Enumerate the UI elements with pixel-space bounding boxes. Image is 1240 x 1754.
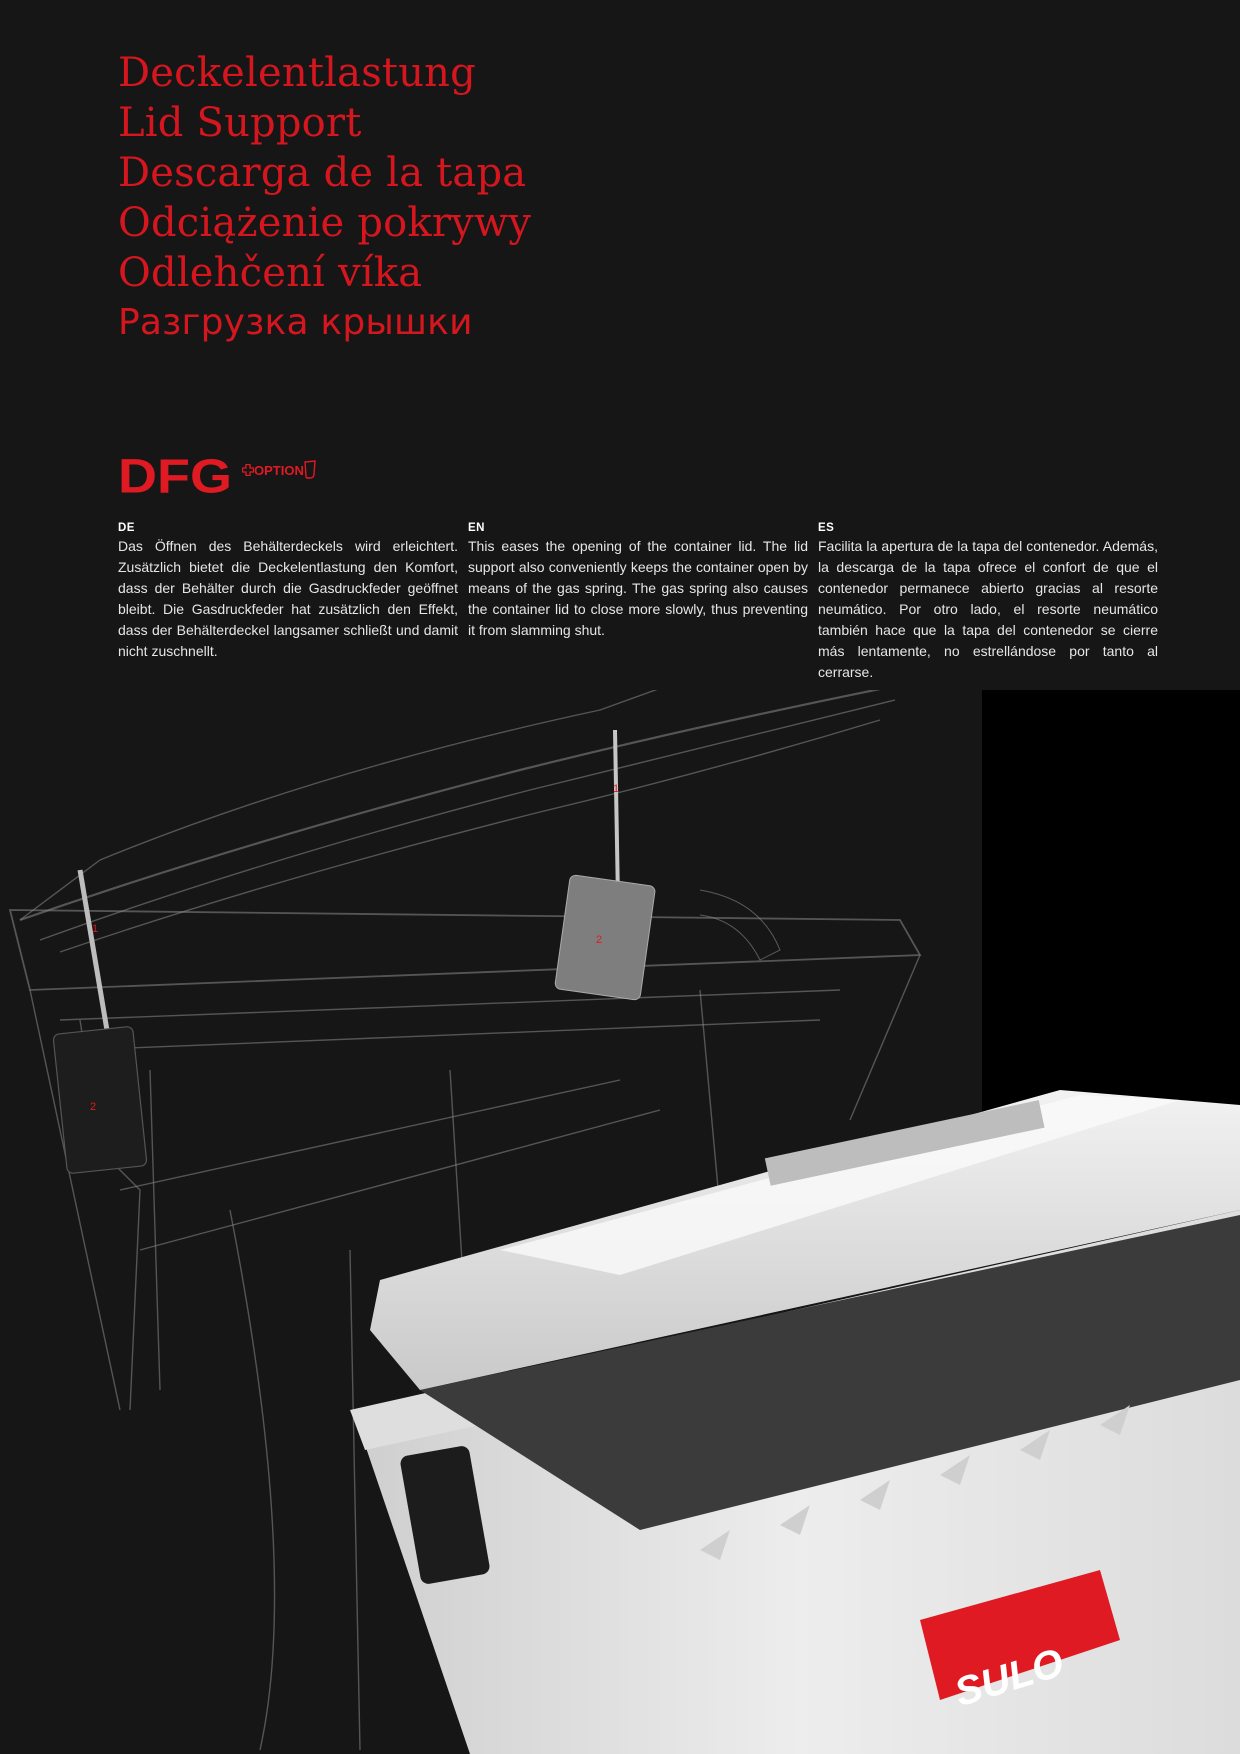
marker-1-right: 1 [613, 783, 620, 795]
gas-spring-left [53, 870, 147, 1174]
title-es: Descarga de la tapa [118, 150, 527, 196]
option-label: OPTION [254, 462, 304, 478]
white-container [350, 1090, 1240, 1754]
description-text: This eases the opening of the container lid. The lid support also conveniently keeps the container open by means of the gas spring. The gas spring also causes the container lid to close more slowly, thus preventing it from slamming shut. [468, 538, 808, 638]
product-code: DFG [118, 449, 232, 504]
language-label: EN [468, 522, 485, 534]
column-es [818, 520, 1158, 683]
column-en [468, 520, 808, 683]
marker-1-left: 1 [92, 923, 99, 935]
title-cz: Odlehčení víka [118, 250, 423, 296]
description-text: Facilita la apertura de la tapa del contenedor. Además, la descarga de la tapa ofrece el confort de que el contenedor permanece abierto gracias al resorte neumático. Por otro lado, el resorte neumático también hace que la tapa del contenedor se cierre más lentamente, no estrellándose por tanto al cerrarse. [818, 538, 1158, 680]
title-de: Deckelentlastung [118, 50, 476, 96]
marker-2-right: 2 [596, 934, 603, 946]
title-pl: Odciążenie pokrywy [118, 200, 532, 246]
description-columns [118, 520, 1158, 683]
description-text: Das Öffnen des Behälterdeckels wird erleichtert. Zusätzlich bietet die Deckelentlastung den Komfort, dass der Behälter durch die Gasdruckfeder geöffnet bleibt. Die Gasdruckfeder hat zusätzlich den Effekt, dass der Behälterdeckel langsamer schließt und damit nicht zuschnellt. [118, 538, 458, 659]
plus-icon [242, 464, 254, 476]
marker-2-left: 2 [90, 1101, 97, 1113]
bin-outline-icon [304, 460, 316, 480]
title-en: Lid Support [118, 100, 362, 146]
language-label: ES [818, 522, 835, 534]
language-label: DE [118, 522, 135, 534]
container-illustration [0, 690, 1240, 1754]
column-de [118, 520, 458, 683]
title-ru: Разгрузка крышки [118, 302, 473, 343]
multilingual-title-list [118, 48, 531, 348]
sulo-logo: SULO [949, 1640, 1069, 1716]
gas-spring-right [554, 730, 780, 1000]
product-code-heading [118, 449, 316, 506]
option-badge [242, 460, 316, 480]
